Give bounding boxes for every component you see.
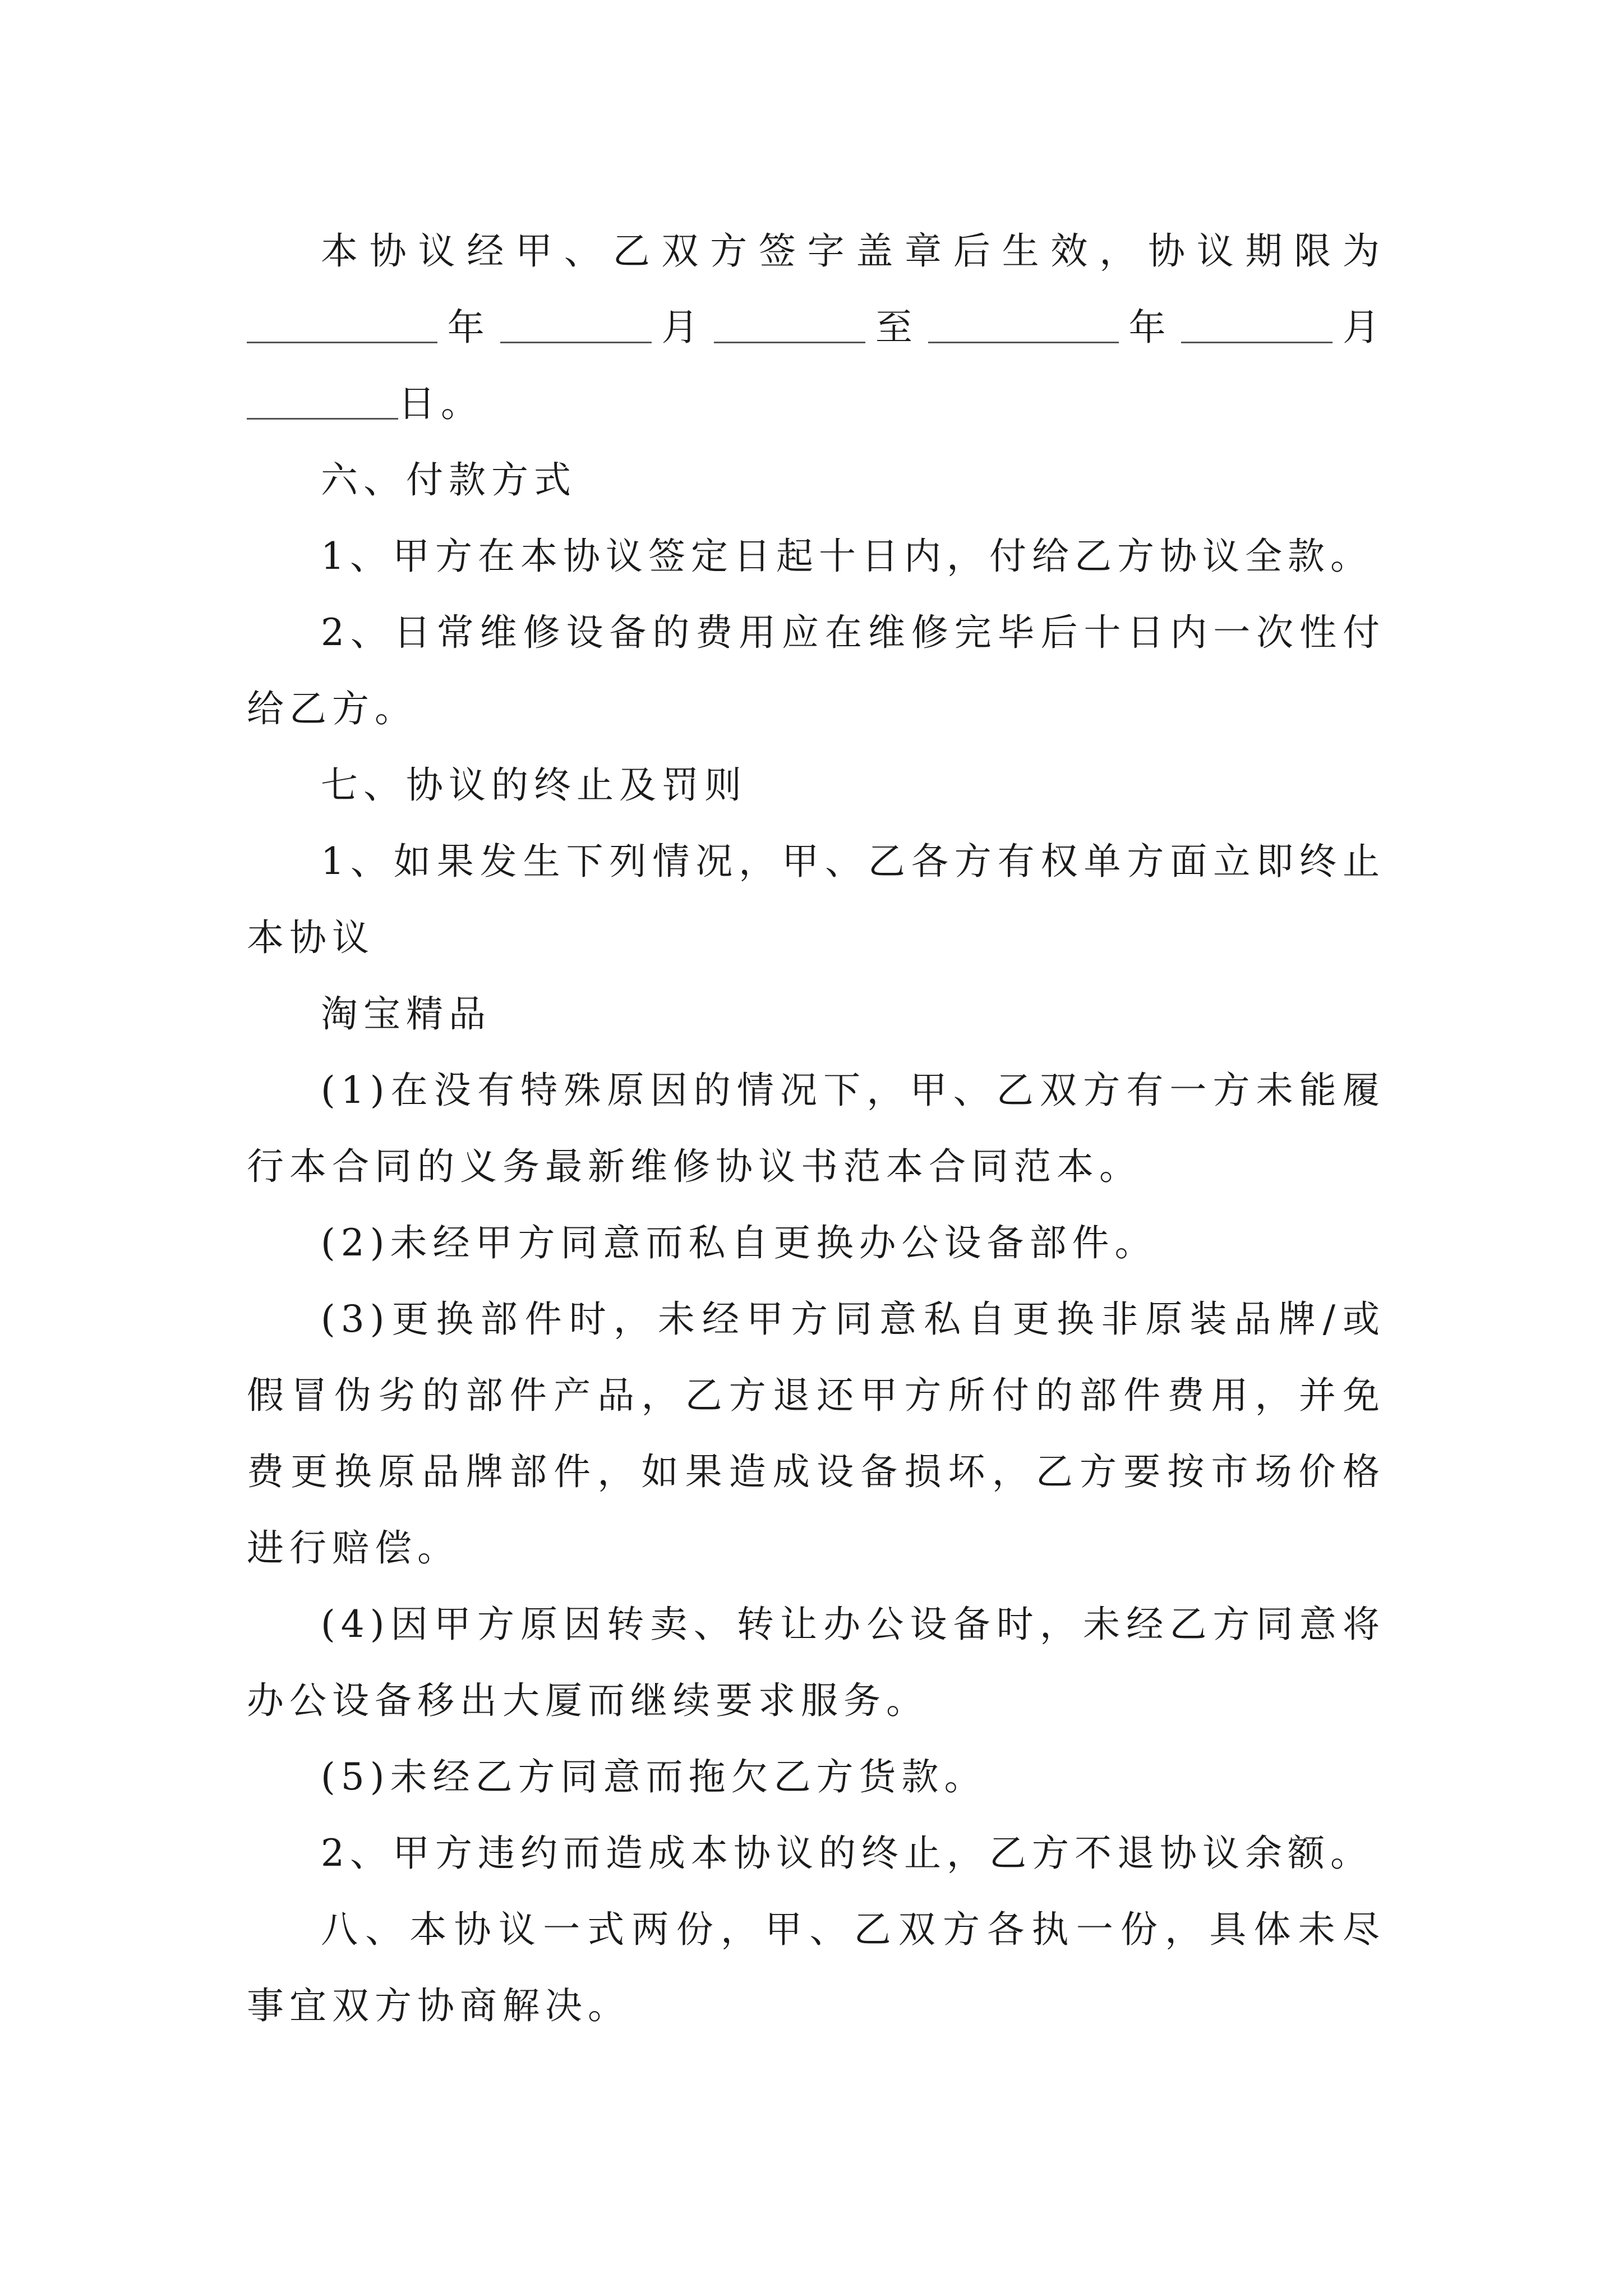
clause-item: (1)在没有特殊原因的情况下，甲、乙双方有一方未能履行本合同的义务最新维修协议书范本合同范本。 <box>247 1069 1385 1188</box>
clause-paragraph: 1、甲方在本协议签定日起十日内，付给乙方协议全款。 <box>321 535 1373 578</box>
clause-paragraph: 2、甲方违约而造成本协议的终止，乙方不退协议余额。 <box>321 1832 1373 1875</box>
clause-item: (2)未经甲方同意而私自更换办公设备部件。 <box>321 1221 1158 1264</box>
clause-item: (4)因甲方原因转卖、转让办公设备时，未经乙方同意将办公设备移出大厦而继续要求服务。 <box>247 1603 1385 1722</box>
unit-year-start: 年 <box>437 306 500 349</box>
term-intro-text: 本协议经甲、乙双方签字盖章后生效，协议期限为 <box>321 229 1385 273</box>
document-body <box>247 213 1385 2044</box>
clause-item: (3)更换部件时，未经甲方同意私自更换非原装品牌/或假冒伪劣的部件产品，乙方退还甲方所付的部件费用，并免费更换原品牌部件，如果造成设备损坏，乙方要按市场价格进行赔偿。 <box>247 1297 1385 1570</box>
blank-start-month <box>500 308 652 343</box>
unit-day-end: 日。 <box>398 382 483 425</box>
blank-start-day <box>714 308 865 343</box>
unit-to: 至 <box>865 306 928 349</box>
blank-start-year <box>247 308 437 343</box>
clause-item: (5)未经乙方同意而拖欠乙方货款。 <box>321 1755 987 1798</box>
unit-month-start: 月 <box>651 306 714 349</box>
unit-month-end: 月 <box>1332 306 1386 349</box>
unit-year-end: 年 <box>1118 306 1182 349</box>
inserted-text-line: 淘宝精品 <box>321 992 491 1036</box>
section-closing-paragraph: 八、本协议一式两份，甲、乙双方各执一份，具体未尽事宜双方协商解决。 <box>247 1908 1385 2027</box>
blank-end-year <box>928 308 1119 343</box>
blank-end-day <box>247 384 398 420</box>
agreement-term-paragraph <box>247 213 1385 442</box>
section-heading-termination: 七、协议的终止及罚则 <box>321 763 747 807</box>
clause-paragraph: 2、日常维修设备的费用应在维修完毕后十日内一次性付给乙方。 <box>247 611 1385 730</box>
blank-end-month <box>1181 308 1332 343</box>
section-heading-payment: 六、付款方式 <box>321 458 577 501</box>
clause-paragraph: 1、如果发生下列情况，甲、乙各方有权单方面立即终止本协议 <box>247 840 1385 959</box>
